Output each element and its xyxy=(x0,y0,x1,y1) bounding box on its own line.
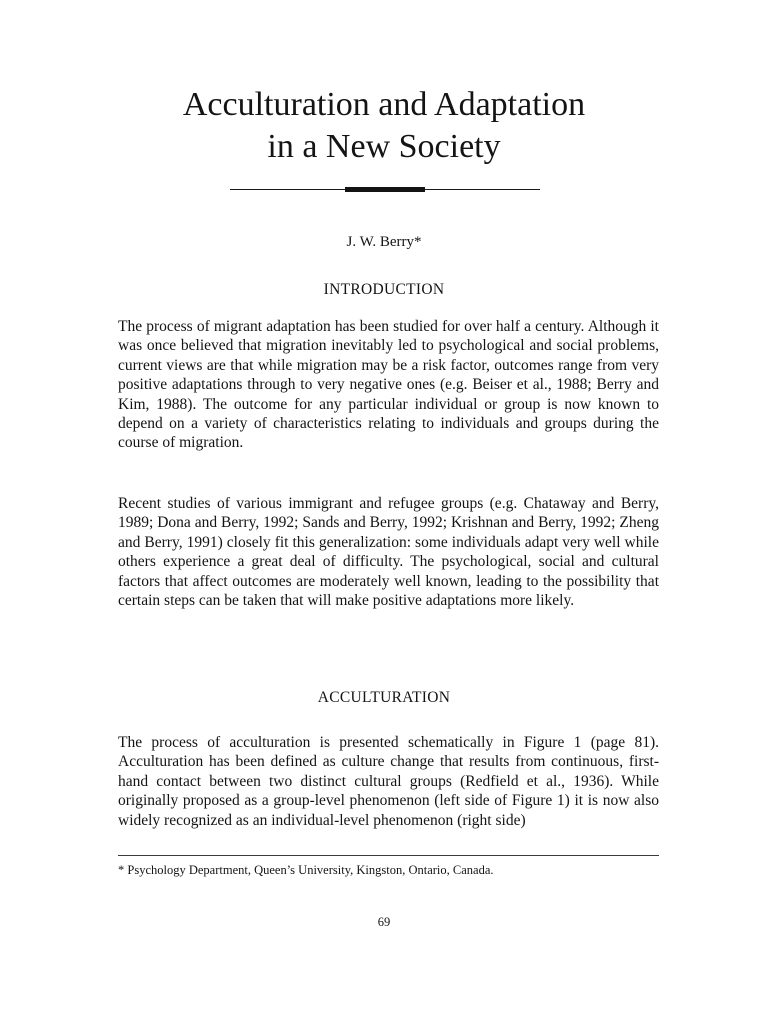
page-number: 69 xyxy=(377,915,391,929)
section-heading-acculturation: ACCULTURATION xyxy=(317,689,451,706)
intro-paragraph-2: Recent studies of various immigrant and refugee groups (e.g. Chataway and Berry, 1989; Dona and Berry, 1992; Sands and Berry, 1992; Krishnan and Berry, 1992; Zheng and Berry, 1991) closely fit this generalization: some individuals adapt very well while others experience a great deal of difficulty. The psychological, social and cultural factors that affect outcomes are moderately well known, leading to the possibility that certain steps can be taken that will make positive adaptations more likely. xyxy=(118,495,659,610)
acculturation-paragraph: The process of acculturation is presented schematically in Figure 1 (page 81). Acculturation has been defined as culture change that results from continuous, first-hand contact between two distinct cultural groups (Redfield et al., 1936). While originally proposed as a group-level phenomenon (left side of Figure 1) it is now also widely recognized as an individual-level phenomenon (right side) xyxy=(118,734,659,829)
title-line-2: in a New Society xyxy=(267,128,501,165)
title-line-1: Acculturation and Adaptation xyxy=(182,86,586,123)
title-divider-accent xyxy=(345,187,425,192)
footnote-rule xyxy=(118,855,659,856)
author-byline: J. W. Berry* xyxy=(346,234,422,250)
intro-paragraph-1: The process of migrant adaptation has been studied for over half a century. Although it was once believed that migration inevitably led to psychological and social problems, current views are that while migration may be a risk factor, outcomes range from very positive adaptations through to very negative ones (e.g. Beiser et al., 1988; Berry and Kim, 1988). The outcome for any particular individual or group is now known to depend on a variety of characteristics relating to individuals and groups during the course of migration. xyxy=(118,318,659,452)
article-title xyxy=(0,84,768,168)
author-affiliation-footnote: * Psychology Department, Queen’s University, Kingston, Ontario, Canada. xyxy=(118,863,494,877)
section-heading-introduction: INTRODUCTION xyxy=(323,281,445,298)
